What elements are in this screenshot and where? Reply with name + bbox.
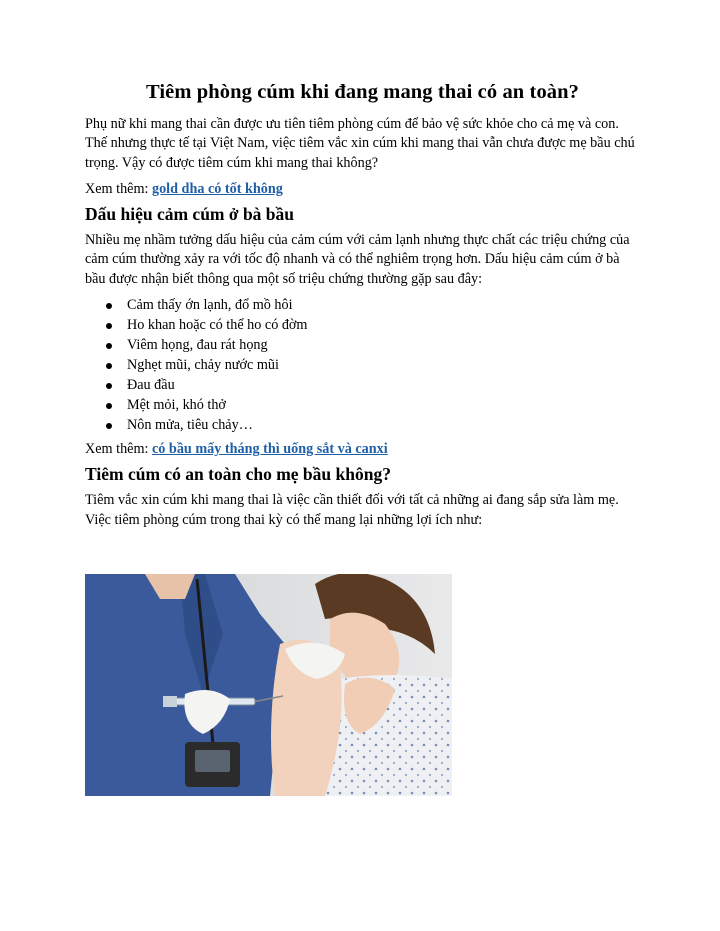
vaccination-photo — [85, 574, 452, 796]
section2-heading: Tiêm cúm có an toàn cho mẹ bầu không? — [85, 464, 391, 485]
list-item: Nôn mửa, tiêu chảy… — [85, 415, 640, 435]
bullet-icon — [106, 303, 112, 309]
section2-body: Tiêm vắc xin cúm khi mang thai là việc cần thiết đối với tất cả những ai đang sắp sửa làm mẹ. Việc tiêm phòng cúm trong thai kỳ có thể mang lại những lợi ích như: — [85, 492, 619, 528]
see-also-prefix: Xem thêm: — [85, 180, 152, 197]
list-item: Đau đầu — [85, 375, 640, 395]
intro-paragraph: Phụ nữ khi mang thai cần được ưu tiên tiêm phòng cúm để bảo vệ sức khỏe cho cả mẹ và con. Thế nhưng thực tế tại Việt Nam, việc tiêm vắc xin cúm khi mang thai vẫn chưa được mẹ bầu chú trọng. Vậy có được tiêm cúm khi mang thai không? — [85, 116, 635, 171]
see-also-2 — [85, 440, 640, 459]
symptom-list — [85, 295, 640, 435]
document-page — [85, 80, 640, 530]
bullet-icon — [106, 343, 112, 349]
list-item: Nghẹt mũi, chảy nước mũi — [85, 355, 640, 375]
iron-calcium-link[interactable]: có bầu mấy tháng thì uống sắt và canxi — [151, 441, 388, 458]
list-item: Mệt mỏi, khó thở — [85, 395, 640, 415]
section1-heading: Dấu hiệu cảm cúm ở bà bầu — [85, 204, 295, 225]
list-item: Cảm thấy ớn lạnh, đổ mồ hôi — [85, 295, 640, 315]
bullet-icon — [106, 403, 112, 409]
bullet-icon — [106, 383, 112, 389]
article-title: Tiêm phòng cúm khi đang mang thai có an toàn? — [145, 81, 579, 103]
gold-dha-link[interactable]: gold dha có tốt không — [151, 180, 283, 197]
list-item: Ho khan hoặc có thể ho có đờm — [85, 315, 640, 335]
see-also-1 — [85, 180, 640, 199]
see-also-prefix: Xem thêm: — [85, 441, 152, 458]
section1-body: Nhiều mẹ nhầm tưởng dấu hiệu của cảm cúm với cảm lạnh nhưng thực chất các triệu chứng của cảm cúm thường xảy ra với tốc độ nhanh và có thể nghiêm trọng hơn. Dấu hiệu cảm cúm ở bà bầu được nhận biết thông qua một số triệu chứng thường gặp sau đây: — [85, 232, 630, 287]
bullet-icon — [106, 363, 112, 369]
list-item: Viêm họng, đau rát họng — [85, 335, 640, 355]
bullet-icon — [106, 423, 112, 429]
bullet-icon — [106, 323, 112, 329]
